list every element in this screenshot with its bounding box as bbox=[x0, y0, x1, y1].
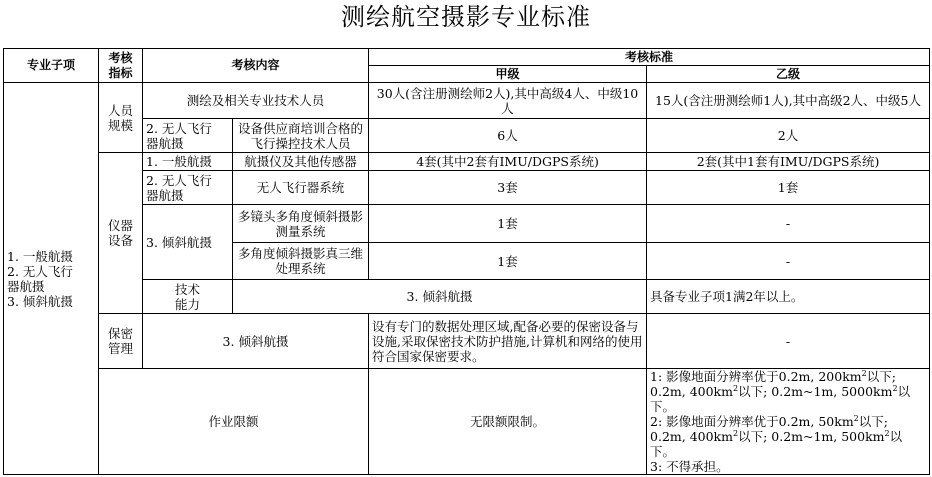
quota-label: 作业限额 bbox=[99, 369, 369, 475]
secrecy-a: 设有专门的数据处理区域,配备必要的保密设备与设施,采取保密技术防护措施,计算机和网络的使用符合国家保密要求。 bbox=[369, 314, 647, 369]
quota-b bbox=[647, 369, 930, 475]
secrecy-label: 保密 管理 bbox=[99, 314, 143, 369]
personnel-label: 人员 规模 bbox=[99, 83, 143, 153]
tech-content: 3. 倾斜航摄 bbox=[233, 280, 647, 314]
quota-b-sup: 2 bbox=[732, 383, 739, 393]
quota-b-sup: 2 bbox=[853, 413, 859, 423]
personnel-row2-b: 2人 bbox=[647, 119, 930, 153]
quota-b-l2a: 0.2m, 400km bbox=[650, 384, 733, 399]
subitems-list: 1. 一般航摄 2. 无人飞行 器航摄 3. 倾斜航摄 bbox=[4, 83, 99, 475]
personnel-row1-content: 测绘及相关专业技术人员 bbox=[143, 83, 369, 119]
tech-a: 具备专业子项1满2年以上。 bbox=[647, 280, 930, 314]
quota-b-l4a: 0.2m, 400km bbox=[650, 429, 733, 444]
equipment-row1-b: 2套(其中1套有IMU/DGPS系统) bbox=[647, 153, 930, 171]
header-subitem: 专业子项 bbox=[4, 49, 99, 83]
quota-b-l3b: 以下; bbox=[858, 414, 888, 429]
equipment-row3-sub: 3. 倾斜航摄 bbox=[143, 205, 233, 280]
header-grade-a: 甲级 bbox=[369, 66, 647, 83]
header-index: 考核 指标 bbox=[99, 49, 143, 83]
quota-b-sup: 2 bbox=[861, 368, 867, 378]
page-title: 测绘航空摄影专业标准 bbox=[341, 3, 591, 31]
equipment-row4-a: 1套 bbox=[369, 243, 647, 280]
equipment-row1-sub: 1. 一般航摄 bbox=[143, 153, 233, 171]
equipment-row2-a: 3套 bbox=[369, 171, 647, 205]
equipment-row4-content: 多角度倾斜摄影真三维处理系统 bbox=[233, 243, 369, 280]
equipment-row1-a: 4套(其中2套有IMU/DGPS系统) bbox=[369, 153, 647, 171]
personnel-row1-a: 30人(含注册测绘师2人),其中高级4人、中级10人 bbox=[369, 83, 647, 119]
quota-b-l3a: 2: 影像地面分辨率优于0.2m, 50km bbox=[650, 414, 854, 429]
tech-label: 技术 能力 bbox=[143, 280, 233, 314]
personnel-row2-sub: 2. 无人飞行 器航摄 bbox=[143, 119, 233, 153]
equipment-row2-sub: 2. 无人飞行 器航摄 bbox=[143, 171, 233, 205]
equipment-row3-content: 多镜头多角度倾斜摄影测量系统 bbox=[233, 205, 369, 243]
header-grade-b: 乙级 bbox=[647, 66, 930, 83]
personnel-row2-a: 6人 bbox=[369, 119, 647, 153]
personnel-row2-content: 设备供应商培训合格的飞行操控技术人员 bbox=[233, 119, 369, 153]
equipment-row4-b: - bbox=[647, 243, 930, 280]
quota-b-l2b: 以下; 0.2m~1m, 5000km bbox=[738, 384, 893, 399]
equipment-row2-content: 无人飞行器系统 bbox=[233, 171, 369, 205]
quota-b-l1a: 1: 影像地面分辨率优于0.2m, 200km bbox=[650, 369, 862, 384]
quota-b-l1b: 以下; bbox=[866, 369, 896, 384]
quota-b-sup: 2 bbox=[892, 383, 898, 393]
quota-b-l4b: 以下; 0.2m~1m, 500km bbox=[738, 429, 885, 444]
equipment-row3-a: 1套 bbox=[369, 205, 647, 243]
header-standard: 考核标准 bbox=[369, 49, 930, 66]
header-content: 考核内容 bbox=[143, 49, 369, 83]
quota-b-sup: 2 bbox=[884, 428, 890, 438]
quota-a: 无限额限制。 bbox=[369, 369, 647, 475]
equipment-row2-b: 1套 bbox=[647, 171, 930, 205]
quota-b-l5: 3: 不得承担。 bbox=[650, 459, 729, 474]
personnel-row1-b: 15人(含注册测绘师1人),其中高级2人、中级5人 bbox=[647, 83, 930, 119]
quota-b-l2c: 以下。 bbox=[650, 384, 911, 414]
secrecy-b: - bbox=[647, 314, 930, 369]
quota-b-sup: 2 bbox=[732, 428, 739, 438]
equipment-row1-content: 航摄仪及其他传感器 bbox=[233, 153, 369, 171]
equipment-label: 仪器 设备 bbox=[99, 153, 143, 314]
standards-table bbox=[3, 48, 930, 475]
equipment-row3-b: - bbox=[647, 205, 930, 243]
secrecy-content: 3. 倾斜航摄 bbox=[143, 314, 369, 369]
quota-b-l4c: 以下。 bbox=[650, 429, 903, 459]
